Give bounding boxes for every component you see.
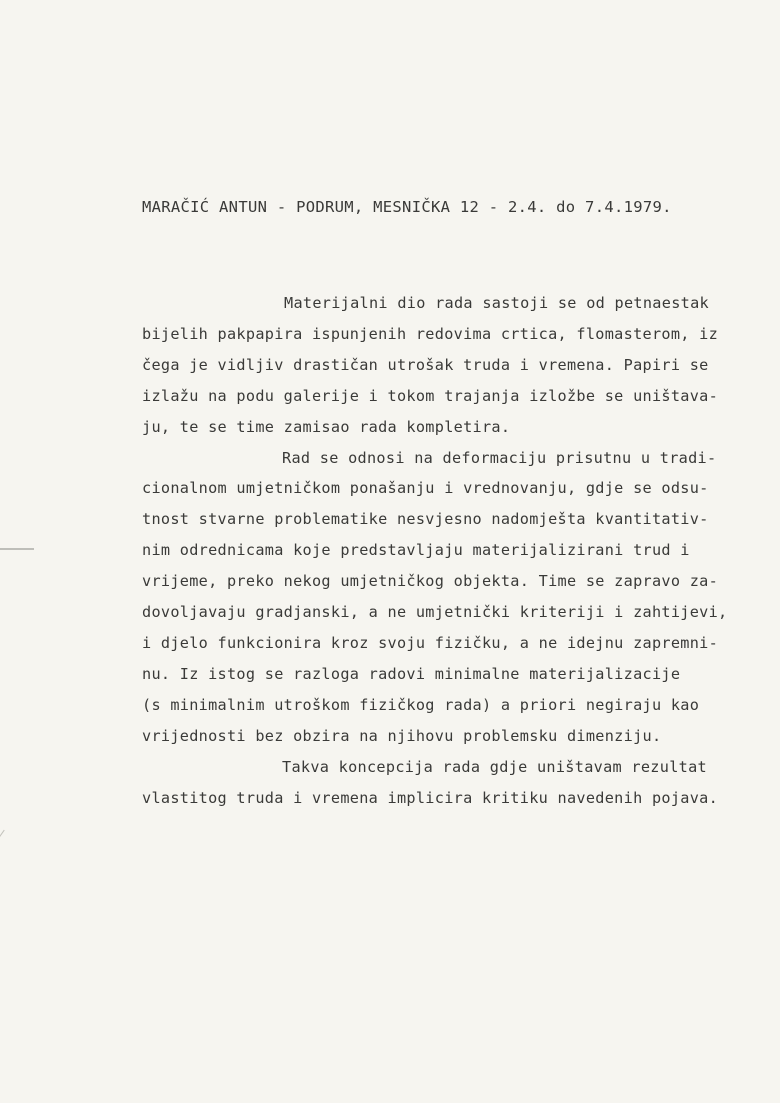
- paragraph-2-line-3: tnost stvarne problematike nesvjesno nadomješta kvantitativ-: [142, 510, 709, 529]
- paragraph-1-line-4: izlažu na podu galerije i tokom trajanja izložbe se uništava-: [142, 386, 719, 405]
- paragraph-2-line-7: i djelo funkcionira kroz svoju fizičku, a ne idejnu zapremni-: [142, 633, 719, 652]
- paragraph-1-line-1: Materijalni dio rada sastoji se od petnaestak: [284, 294, 709, 312]
- paragraph-2-line-5: vrijeme, preko nekog umjetničkog objekta. Time se zapravo za-: [142, 572, 719, 591]
- paragraph-2-line-6: dovoljavaju gradjanski, a ne umjetnički kriteriji i zahtijevi,: [142, 603, 728, 622]
- paragraph-2-line-1: Rad se odnosi na deformaciju prisutnu u tradi-: [282, 448, 717, 467]
- paragraph-2-line-4: nim odrednicama koje predstavljaju materijalizirani trud i: [142, 541, 690, 560]
- document-body: [142, 288, 742, 813]
- paragraph-2-line-2: cionalnom umjetničkom ponašanju i vrednovanju, gdje se odsu-: [142, 479, 709, 498]
- paragraph-2-line-8: nu. Iz istog se razloga radovi minimalne materijalizacije: [142, 664, 681, 683]
- paper-edge-mark: [0, 548, 34, 550]
- paragraph-3-line-2: vlastitog truda i vremena implicira kritiku navedenih pojava.: [142, 788, 719, 807]
- paragraph-1-line-2: bijelih pakpapira ispunjenih redovima crtica, flomasterom, iz: [142, 324, 719, 343]
- paper-edge-tick: [0, 830, 13, 845]
- paragraph-2-line-10: vrijednosti bez obzira na njihovu problemsku dimenziju.: [142, 726, 662, 745]
- paragraph-1-line-3: čega je vidljiv drastičan utrošak truda i vremena. Papiri se: [142, 355, 709, 374]
- paragraph-1-line-5: ju, te se time zamisao rada kompletira.: [142, 417, 511, 436]
- paragraph-2-line-9: (s minimalnim utroškom fizičkog rada) a priori negiraju kao: [142, 695, 700, 714]
- document-header: MARAČIĆ ANTUN - PODRUM, MESNIČKA 12 - 2.4. do 7.4.1979.: [142, 198, 672, 216]
- paragraph-3-line-1: Takva koncepcija rada gdje uništavam rezultat: [282, 757, 707, 776]
